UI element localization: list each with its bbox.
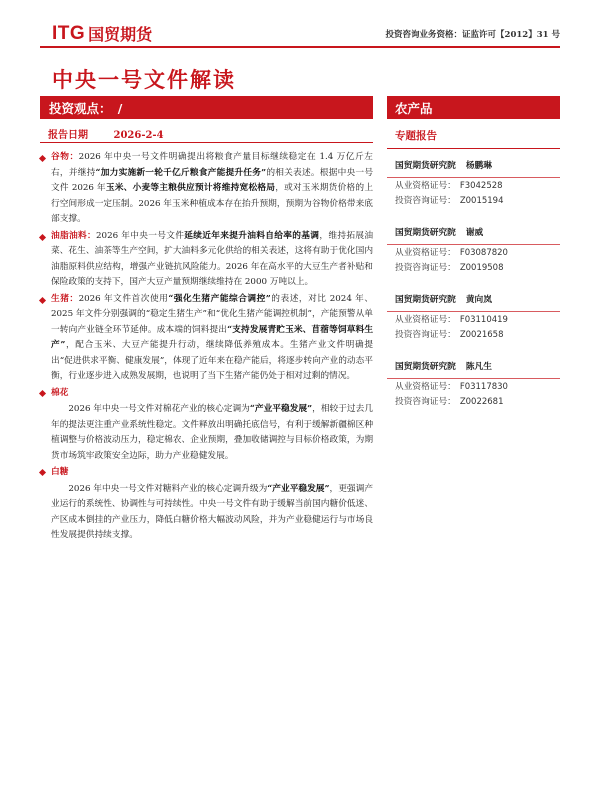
sidebar	[387, 120, 560, 410]
cotton-heading	[40, 386, 373, 402]
analyst-card	[387, 293, 560, 343]
grain-emphasis: 玉米、小麦等主粮供应预计将维持宽松格局	[105, 183, 276, 193]
credential-label: 从业资格证号：	[395, 248, 456, 258]
logo-cn-text: 国贸期货	[88, 25, 153, 44]
grain-text: ，或对玉米期货价格的上行空间形成一定压制。2026 年玉米种植成本存在抬升预期，预期为谷物价格带来底部支撑。	[51, 183, 374, 224]
grain-text: 的相关表述。根据中央一号文件 2026 年	[51, 167, 374, 193]
credential-value: F03117830	[459, 382, 508, 392]
hog-text: ，配合玉米、大豆产能提升行动，继续降低养殖成本。生猪产业文件明确提出“促进供求平衡、健康发展”，体现了近年来在稳产能后，将逐步转向产业的动态平衡，行业逐步进入成熟发展期，也说明了当下生猪产能仍处于相对过剩的情况。	[51, 340, 374, 381]
section-grain	[40, 150, 373, 228]
analyst-divider	[387, 244, 560, 245]
analyst-name: 谢威	[465, 228, 484, 238]
credential-label: 从业资格证号：	[395, 315, 456, 325]
credential-value: F3042528	[459, 181, 503, 191]
section-cotton	[40, 402, 373, 464]
analyst-org: 国贸期货研究院	[395, 362, 456, 372]
analyst-card	[387, 226, 560, 276]
oilseed-emphasis: 延续近年来提升油料自给率的基调	[184, 230, 320, 241]
analyst-name: 黄向岚	[465, 295, 492, 305]
credential-value: Z0021658	[459, 330, 504, 340]
cotton-heading-label: 棉花	[51, 387, 69, 398]
header-divider	[40, 46, 560, 48]
analyst-org: 国贸期货研究院	[395, 161, 456, 171]
credential-value: Z0019508	[459, 263, 504, 273]
grain-heading: 谷物：	[51, 152, 79, 162]
analyst-divider	[387, 311, 560, 312]
license-text: 投资咨询业务资格：证监许可【2012】31 号	[385, 30, 560, 40]
analyst-card	[387, 159, 560, 209]
cotton-emphasis: “产业平稳发展”	[249, 404, 313, 414]
sugar-text: ，更强调产业运行的系统性、协调性与可持续性。中央一号文件有助于缓解当前国内糖价低迷、产区成本倒挂的产业压力，降低白糖价格大幅波动风险，并为产业稳健运行与市场良性发展提供持续支撑。	[51, 483, 374, 540]
oilseed-text: ，维持拓展油菜、花生、油茶等生产空间，扩大油料多元化供给的相关表述，这将有助于优化国内油脂原料供应结构，增强产业链抗风险能力。2026 年在高水平的大豆生产者补贴和保险政策的支持下，国产大豆产量预期继续维持在 2000 万吨以上。	[51, 230, 374, 287]
hog-text: 2026 年文件首次使用	[78, 293, 169, 304]
page-header	[0, 0, 600, 48]
sugar-text: 2026 年中央一号文件对糖料产业的核心定调升级为	[68, 483, 268, 494]
hog-heading: 生猪：	[51, 293, 79, 304]
report-date-value: 2026-2-4	[113, 130, 164, 141]
special-report-label: 专题报告	[395, 130, 437, 142]
oilseed-heading: 油脂油料：	[51, 230, 97, 241]
company-logo	[52, 22, 152, 45]
hog-emphasis: “支持发展青贮玉米、苜蓿等饲草料生产”	[51, 324, 374, 350]
special-divider	[387, 148, 560, 149]
section-sugar	[40, 482, 373, 544]
cotton-text: 2026 年中央一号文件对棉花产业的核心定调为	[68, 404, 250, 414]
analyst-name: 杨鹏琳	[465, 161, 492, 171]
bullet-icon	[39, 389, 46, 396]
hog-text: 的表述，对比 2024 年、2025 年文件分别强调的“稳定生猪生产”和“优化生猪产能调控机制”，产能预警从单一转向产业链全环节延伸。成本端的饲料提出	[51, 293, 374, 335]
analyst-divider	[387, 378, 560, 379]
logo-itg-text: ITG	[52, 22, 86, 44]
main-content	[40, 150, 373, 544]
credential-label: 从业资格证号：	[395, 382, 456, 392]
credential-label: 投资咨询证号：	[395, 263, 456, 273]
credential-value: Z0022681	[459, 397, 504, 407]
bullet-icon	[39, 469, 46, 476]
sugar-heading	[40, 465, 373, 481]
credential-value: F03087820	[459, 248, 508, 258]
oilseed-text: 2026 年中央一号文件	[96, 230, 185, 241]
analyst-org: 国贸期货研究院	[395, 295, 456, 305]
category-label: 农产品	[395, 101, 433, 116]
grain-emphasis: “加力实施新一轮千亿斤粮食产能提升任务”	[95, 167, 267, 178]
category-bar	[387, 96, 560, 119]
section-oilseed	[40, 229, 373, 291]
credential-label: 投资咨询证号：	[395, 330, 456, 340]
investment-view-bar	[40, 96, 373, 119]
credential-value: F03110419	[459, 315, 508, 325]
credential-value: Z0015194	[459, 196, 504, 206]
credential-label: 从业资格证号：	[395, 181, 456, 191]
date-divider	[40, 142, 373, 143]
hog-emphasis: “强化生猪产能综合调控”	[168, 293, 271, 304]
credential-label: 投资咨询证号：	[395, 397, 456, 407]
credential-label: 投资咨询证号：	[395, 196, 456, 206]
grain-text: 2026 年中央一号文件明确提出将粮食产量目标继续稳定在 1.4 万亿斤左右，并继持	[51, 152, 373, 178]
investment-view-label: 投资观点： /	[49, 101, 123, 116]
cotton-text: ，相较于过去几年的提法更注重产业系统性稳定。文件释放出明确托底信号，有利于缓解新疆棉区种植调整与价格波动压力，稳定棉农、企业预期，叠加收储调控与目标价格政策，为期货市场筑牢政策安全边际，助力产业稳健发展。	[51, 404, 374, 461]
page-title: 中央一号文件解读	[52, 67, 236, 92]
analyst-card	[387, 360, 560, 410]
sugar-heading-label: 白糖	[51, 467, 69, 477]
sugar-emphasis: “产业平稳发展”	[267, 483, 330, 494]
section-hog	[40, 292, 373, 385]
report-date-label: 报告日期	[48, 130, 88, 141]
analyst-divider	[387, 177, 560, 178]
report-date	[48, 126, 164, 141]
analyst-org: 国贸期货研究院	[395, 228, 456, 238]
analyst-name: 陈凡生	[465, 362, 492, 372]
